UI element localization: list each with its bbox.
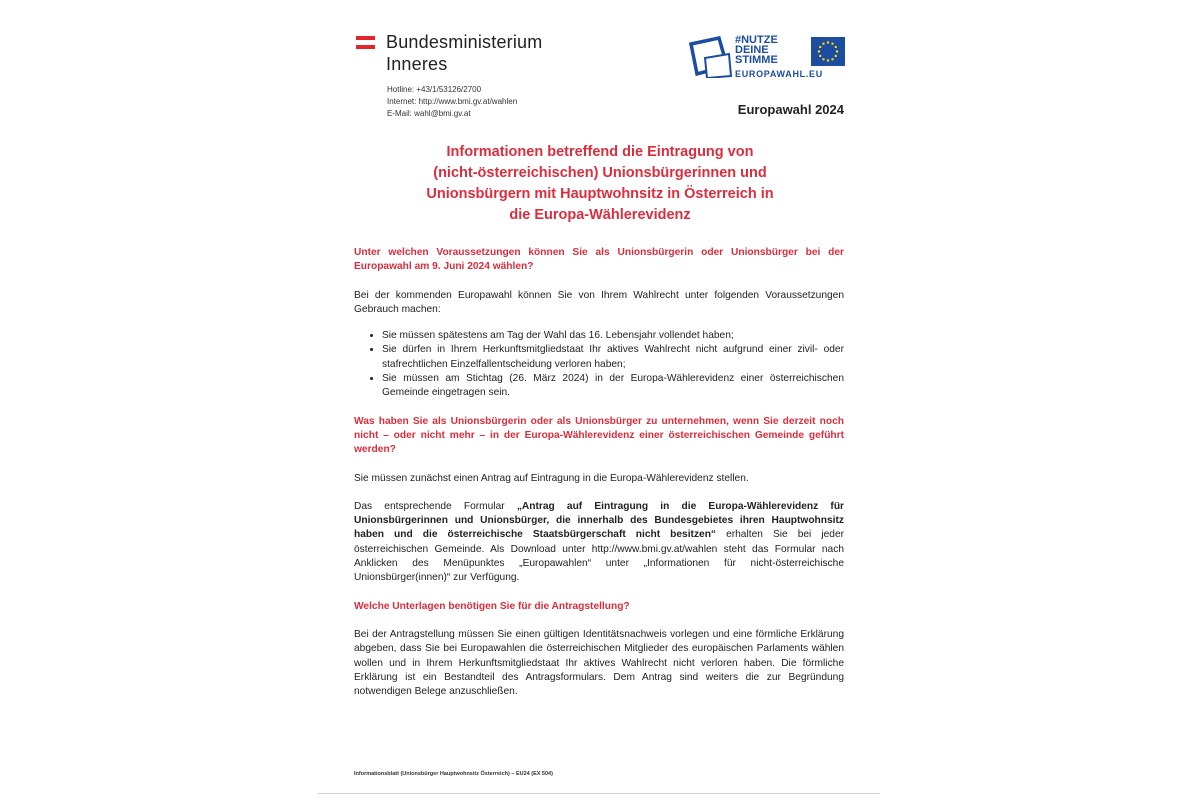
contact-block xyxy=(387,84,607,120)
austria-flag-icon xyxy=(356,36,375,49)
eu-star-icon xyxy=(819,55,821,57)
eu-flag-icon xyxy=(811,37,845,66)
eu-slogan-line2: DEINE xyxy=(735,44,769,56)
eu-star-icon xyxy=(835,55,837,57)
eu-slogan-line3: STIMME xyxy=(735,54,778,66)
title-line4: die Europa-Wählerevidenz xyxy=(509,207,691,223)
form-info-pre: Das entsprechende Formular xyxy=(354,500,517,512)
list-item: • Sie dürfen in Ihrem Herkunftsmitgliedstaat Ihr aktives Wahlrecht nicht aufgrund einer zivil- oder stafrechtlichen Einzelfallentscheidung verloren haben; xyxy=(382,343,844,372)
title-line2: (nicht-österreichischen) Unionsbürgerinnen und xyxy=(433,165,767,181)
eu-slogan xyxy=(735,35,803,65)
eu-star-icon xyxy=(827,41,829,43)
election-label: Europawahl 2024 xyxy=(737,102,844,117)
requirements-list xyxy=(354,329,844,400)
question-registration: Was haben Sie als Unionsbürgerin oder als Unionsbürger zu unternehmen, wenn Sie derzeit noch nicht – oder nicht mehr – in der Europa-Wählerevidenz einer österreichischen Gemeinde geführt werden? xyxy=(354,415,844,456)
eu-star-icon xyxy=(822,58,824,60)
paragraph-documents: Bei der Antragstellung müssen Sie einen gültigen Identitätsnachweis vorlegen und eine förmliche Erklärung abgeben, dass Sie bei Europawahlen die österreichischen Mitglieder des europäischen Parlaments wählen wollen und in Ihrem Herkunftsmitgliedstaat Ihr aktives Wahlrecht nicht verloren haben. Die förmliche Erklärung ist ein Bestandteil des Antragsformulars. Dem Antrag sind weiters die zur Begründung notwendigen Belege anzuschließen. xyxy=(354,628,844,698)
paragraph-form-info xyxy=(354,500,844,586)
eu-url: EUROPAWAHL.EU xyxy=(735,69,823,79)
document-body xyxy=(354,246,844,699)
form-title: „Antrag auf Eintragung in die Europa-Wählerevidenz für Unionsbürgerinnen und Unionsbürger, die innerhalb des Bundesgebietes ihren Hauptwohnsitz haben und die österreichische Staatsbürgerschaft nicht besitzen“ xyxy=(354,500,845,541)
title-line3: Unionsbürgern mit Hauptwohnsitz in Österreich in xyxy=(426,186,774,202)
question-documents: Welche Unterlagen benötigen Sie für die Antragstellung? xyxy=(354,600,630,612)
hotline-text: Hotline: +43/1/53126/2700 xyxy=(387,85,482,94)
ministry-name xyxy=(386,31,606,75)
eu-star-icon xyxy=(836,50,838,52)
eu-star-icon xyxy=(831,43,833,45)
ministry-name-line1: Bundesministerium xyxy=(386,32,543,52)
paragraph-eligibility-intro: Bei der kommenden Europawahl können Sie von Ihrem Wahlrecht unter folgenden Voraussetzungen Gebrauch machen: xyxy=(354,289,844,315)
title-line1: Informationen betreffend die Eintragung von xyxy=(446,144,754,160)
eu-star-icon xyxy=(822,43,824,45)
eu-campaign-logo xyxy=(689,36,845,80)
list-item: • Sie müssen am Stichtag (26. März 2024) in der Europa-Wählerevidenz einer österreichischen Gemeinde eingetragen sein. xyxy=(382,372,844,401)
eu-star-icon xyxy=(819,46,821,48)
ballot-box-icon xyxy=(689,36,733,78)
form-info-post: erhalten Sie bei jeder österreichischen Gemeinde. Als Download unter http://www.bmi.gv.at/wahlen steht das Formular nach Anklicken des Menüpunktes „Europawahlen“ unter „Informationen für nicht-österreichische Unionsbürger(innen)“ zur Verfügung. xyxy=(354,529,845,584)
email-text: E-Mail: wahl@bmi.gv.at xyxy=(387,109,471,118)
document-title xyxy=(390,142,810,226)
ministry-name-line2: Inneres xyxy=(386,54,448,74)
footer-note: Informationsblatt (Unionsbürger Hauptwohnsitz Österreich) – EU24 (EX 504) xyxy=(354,771,553,777)
eu-star-icon xyxy=(831,58,833,60)
eu-star-icon xyxy=(818,50,820,52)
eu-slogan-line1: #NUTZE xyxy=(735,34,778,46)
page-edge xyxy=(318,793,880,794)
eu-star-icon xyxy=(827,59,829,61)
eu-star-icon xyxy=(835,46,837,48)
list-item: • Sie müssen spätestens am Tag der Wahl das 16. Lebensjahr vollendet haben; xyxy=(382,329,844,343)
internet-text: Internet: http://www.bmi.gv.at/wahlen xyxy=(387,97,518,106)
question-eligibility: Unter welchen Voraussetzungen können Sie als Unionsbürgerin oder Unionsbürger bei der Europawahl am 9. Juni 2024 wählen? xyxy=(354,247,844,273)
paragraph-application: Sie müssen zunächst einen Antrag auf Eintragung in die Europa-Wählerevidenz stellen. xyxy=(354,472,749,484)
